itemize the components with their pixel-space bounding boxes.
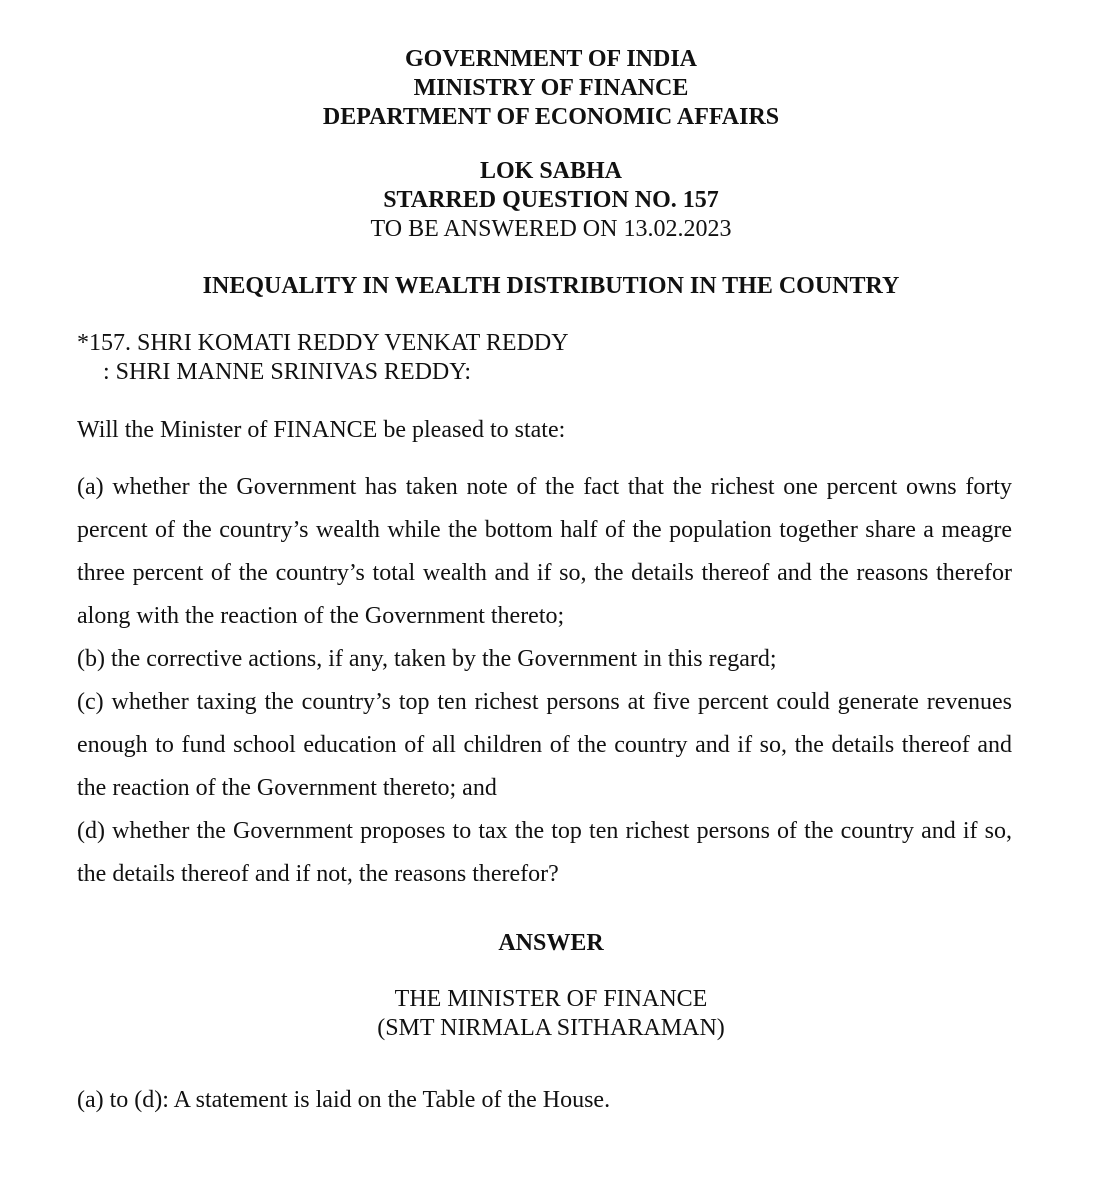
intro-block xyxy=(77,416,1012,445)
answer-statement: (a) to (d): A statement is laid on the Table of the House. xyxy=(77,1087,611,1113)
question-a: (a) whether the Government has taken note of the fact that the richest one percent owns forty percent of the country’s wealth while the bottom half of the population together share a meagre three percent of the country’s total wealth and if so, the details thereof and the reasons therefor along with the reaction of the Government thereto; xyxy=(77,474,1012,629)
house-name: LOK SABHA xyxy=(479,158,623,184)
question-c: (c) whether taxing the country’s top ten richest persons at five percent could generate revenues enough to fund school education of all children of the country and if so, the details thereof and the reaction of the Government thereto; and xyxy=(77,689,1012,801)
answer-statement-block xyxy=(77,1086,1012,1115)
members-block xyxy=(77,329,1012,387)
minister-block xyxy=(0,985,1102,1043)
ministry-header xyxy=(0,45,1102,132)
question-d: (d) whether the Government proposes to tax the top ten richest persons of the country and if so, the details thereof and if not, the reasons therefor? xyxy=(77,818,1012,887)
header-government: GOVERNMENT OF INDIA xyxy=(404,46,698,72)
minister-title: THE MINISTER OF FINANCE xyxy=(394,986,708,1012)
member-second: : SHRI MANNE SRINIVAS REDDY: xyxy=(103,359,472,385)
header-ministry: MINISTRY OF FINANCE xyxy=(413,75,689,101)
question-b: (b) the corrective actions, if any, taken by the Government in this regard; xyxy=(77,646,777,672)
answer-heading-wrap xyxy=(0,929,1102,958)
subject-heading: INEQUALITY IN WEALTH DISTRIBUTION IN THE COUNTRY xyxy=(202,273,900,299)
minister-name: (SMT NIRMALA SITHARAMAN) xyxy=(377,1015,725,1041)
header-department: DEPARTMENT OF ECONOMIC AFFAIRS xyxy=(322,104,780,130)
answer-date: TO BE ANSWERED ON 13.02.2023 xyxy=(370,216,732,242)
answer-heading: ANSWER xyxy=(498,930,604,956)
question-number: STARRED QUESTION NO. 157 xyxy=(383,187,719,213)
intro-text: Will the Minister of FINANCE be pleased to state: xyxy=(77,417,566,443)
question-info xyxy=(0,157,1102,244)
subject-heading-wrap xyxy=(0,272,1102,301)
member-first: *157. SHRI KOMATI REDDY VENKAT REDDY xyxy=(77,330,569,356)
questions-block xyxy=(77,466,1012,896)
